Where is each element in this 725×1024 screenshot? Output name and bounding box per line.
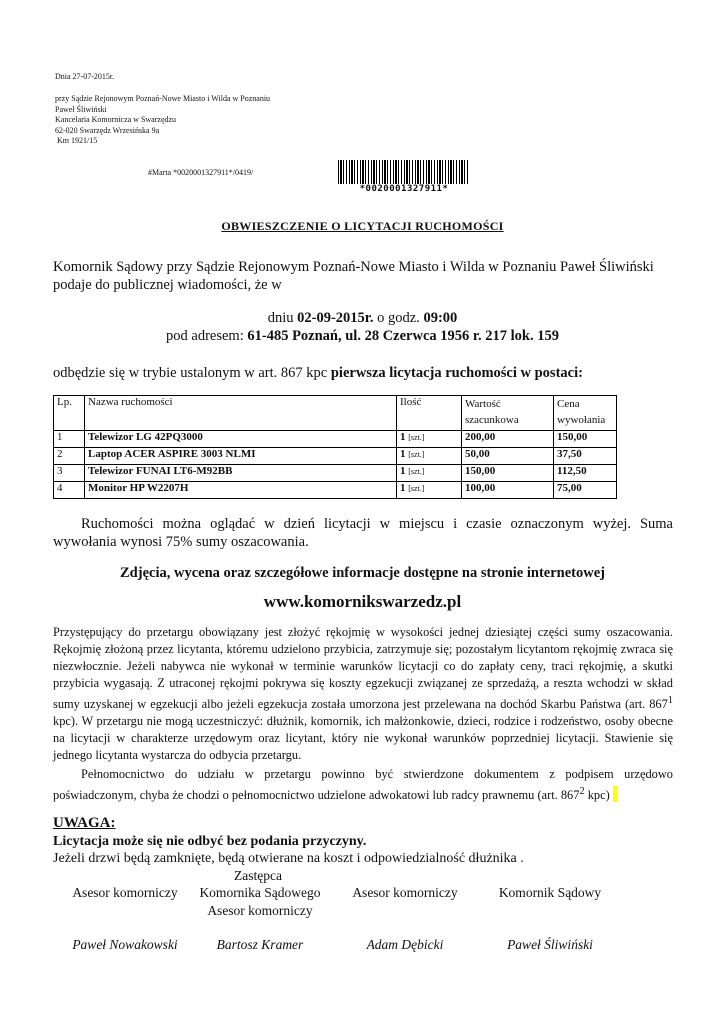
address-line: 62-020 Swarzędz Wrzesińska 9a bbox=[55, 125, 160, 135]
qty-unit: [szt.] bbox=[408, 433, 425, 442]
signature-name: Paweł Nowakowski bbox=[72, 937, 178, 952]
row-qty bbox=[397, 431, 462, 448]
barcode-text: *0020001327911* bbox=[359, 184, 449, 194]
address-line: Paweł Śliwiński bbox=[55, 104, 107, 114]
document-title: OBWIESZCZENIE O LICYTACJI RUCHOMOŚCI bbox=[221, 219, 504, 233]
row-value: 100,00 bbox=[462, 482, 554, 499]
header-value: Wartość szacunkowa bbox=[462, 396, 554, 431]
qty-value: 1 bbox=[400, 448, 406, 460]
signature-name: Bartosz Kramer bbox=[216, 937, 304, 952]
signature-name: Adam Dębicki bbox=[366, 937, 444, 952]
warning-line-2: Jeżeli drzwi będą zamknięte, będą otwierane na koszt i odpowiedzialność dłużnika . bbox=[53, 851, 524, 866]
row-price: 150,00 bbox=[554, 431, 617, 448]
signature-title: Komornik Sądowy bbox=[498, 885, 602, 900]
auction-mode-bold: pierwsza licytacja ruchomości w postaci: bbox=[330, 365, 583, 381]
barcode-bars bbox=[338, 160, 470, 184]
qty-unit: [szt.] bbox=[408, 484, 425, 493]
proxy-text-1: Pełnomocnictwo do udziału w przetargu powinno być stwierdzone dokumentem z podpisem urzędowo poświadczonym, chyba że chodzi o pełnomocnictwo udzielone adwokatowi lub radcy prawnemu (art. 867 bbox=[53, 767, 673, 803]
qty-value: 1 bbox=[400, 465, 406, 477]
row-qty bbox=[397, 448, 462, 465]
intro-paragraph: Komornik Sądowy przy Sądzie Rejonowym Poznań-Nowe Miasto i Wilda w Poznaniu Paweł Śliwiński podaje do publicznej wiadomości, że w bbox=[53, 259, 654, 293]
row-lp: 2 bbox=[54, 448, 85, 465]
auction-date: 02-09-2015r. bbox=[297, 310, 374, 326]
document-date: Dnia 27-07-2015r. bbox=[55, 72, 115, 81]
qty-value: 1 bbox=[400, 431, 406, 443]
info-line: Zdjęcia, wycena oraz szczegółowe informacje dostępne na stronie internetowej bbox=[120, 565, 605, 581]
row-lp: 1 bbox=[54, 431, 85, 448]
warning-label: UWAGA: bbox=[53, 815, 116, 831]
row-price: 37,50 bbox=[554, 448, 617, 465]
deposit-paragraph bbox=[53, 624, 673, 764]
row-price: 112,50 bbox=[554, 465, 617, 482]
qty-value: 1 bbox=[400, 482, 406, 494]
header-qty: Ilość bbox=[397, 396, 462, 431]
qty-unit: [szt.] bbox=[408, 467, 425, 476]
auction-mode-line bbox=[53, 365, 583, 382]
address-line: przy Sądzie Rejonowym Poznań-Nowe Miasto i Wilda w Poznaniu bbox=[55, 94, 271, 103]
signature-title-top: Zastępca bbox=[234, 868, 282, 883]
row-qty bbox=[397, 465, 462, 482]
signature-title: Asesor komorniczy bbox=[72, 885, 178, 900]
signature-title: Asesor komorniczy bbox=[352, 885, 458, 900]
row-qty bbox=[397, 482, 462, 499]
auction-mode-text: odbędzie się w trybie ustalonym w art. 867 kpc bbox=[53, 365, 331, 381]
table-row bbox=[54, 465, 617, 482]
website-link[interactable]: www.komornikswarzedz.pl bbox=[263, 592, 462, 611]
bailiff-address-block bbox=[55, 94, 270, 147]
address-line: Kancelaria Komornicza w Swarzędzu bbox=[55, 115, 177, 124]
article-superscript: 1 bbox=[667, 695, 673, 706]
auction-time: 09:00 bbox=[423, 310, 458, 326]
row-name: Telewizor LG 42PQ3000 bbox=[85, 431, 397, 448]
row-name: Monitor HP W2207H bbox=[85, 482, 397, 499]
header-lp: Lp. bbox=[54, 396, 85, 431]
auction-date-line bbox=[0, 310, 725, 327]
proxy-paragraph bbox=[53, 766, 673, 804]
date-prefix: dniu bbox=[267, 310, 298, 326]
signature-title: Komornika Sądowego bbox=[199, 885, 321, 900]
table-header-row bbox=[54, 396, 617, 431]
row-name: Telewizor FUNAI LT6-M92BB bbox=[85, 465, 397, 482]
items-table bbox=[53, 395, 617, 499]
deposit-text-1: Przystępujący do przetargu obowiązany jest złożyć rękojmię w wysokości jednej dziesiątej części sumy oszacowania. Rękojmię złożoną przez licytanta, któremu udzielono przybicia, zatrzymuje się; pozostałym licytantom rękojmię zwraca się niezwłocznie. Jeżeli nabywca nie wykonał w terminie warunków licytacji co do zapłaty ceny, traci rękojmię, a skutki przybicia wygasają. Z utraconej rękojmi pokrywa się koszty egzekucji związanej ze sprzedażą, a reszta wchodzi w skład sumy uzyskanej w egzekucji albo jeżeli egzekucja została umorzona jest przelewana na dochód Skarbu Państwa (art. 867 bbox=[53, 625, 673, 712]
proxy-text-2: kpc) bbox=[584, 788, 610, 803]
auction-address-line bbox=[0, 328, 725, 345]
table-row bbox=[54, 448, 617, 465]
case-number: Km 1921/15 bbox=[55, 136, 98, 145]
signature-title-bottom: Asesor komorniczy bbox=[207, 903, 313, 918]
header-name: Nazwa ruchomości bbox=[85, 396, 397, 431]
barcode bbox=[338, 160, 470, 194]
table-row bbox=[54, 482, 617, 499]
row-value: 50,00 bbox=[462, 448, 554, 465]
highlight-mark bbox=[613, 786, 617, 802]
row-value: 200,00 bbox=[462, 431, 554, 448]
viewing-paragraph: Ruchomości można oglądać w dzień licytacji w miejscu i czasie oznaczonym wyżej. Suma wywołania wynosi 75% sumy oszacowania. bbox=[53, 516, 673, 550]
table-row bbox=[54, 431, 617, 448]
header-price: Cena wywołania bbox=[554, 396, 617, 431]
signature-name: Paweł Śliwiński bbox=[507, 937, 593, 952]
row-lp: 3 bbox=[54, 465, 85, 482]
address-prefix: pod adresem: bbox=[166, 328, 248, 344]
reference-number: #Marta *0020001327911*/0419/ bbox=[148, 168, 254, 177]
deposit-text-2: kpc). W przetargu nie mogą uczestniczyć: dłużnik, komornik, ich małżonkowie, dzieci, rodzice i rodzeństwo, osoby obecne na licytacji w charakterze urzędowym oraz licytant, który nie wykonał warunków poprzedniej licytacji. Stawienie się jednego licytanta wystarcza do odbycia przetargu. bbox=[53, 714, 673, 763]
row-name: Laptop ACER ASPIRE 3003 NLMI bbox=[85, 448, 397, 465]
row-value: 150,00 bbox=[462, 465, 554, 482]
auction-address: 61-485 Poznań, ul. 28 Czerwca 1956 r. 217 lok. 159 bbox=[247, 328, 559, 344]
article-superscript: 2 bbox=[579, 786, 585, 797]
time-prefix: o godz. bbox=[373, 310, 424, 326]
qty-unit: [szt.] bbox=[408, 450, 425, 459]
warning-line-1: Licytacja może się nie odbyć bez podania przyczyny. bbox=[53, 834, 367, 849]
row-price: 75,00 bbox=[554, 482, 617, 499]
row-lp: 4 bbox=[54, 482, 85, 499]
